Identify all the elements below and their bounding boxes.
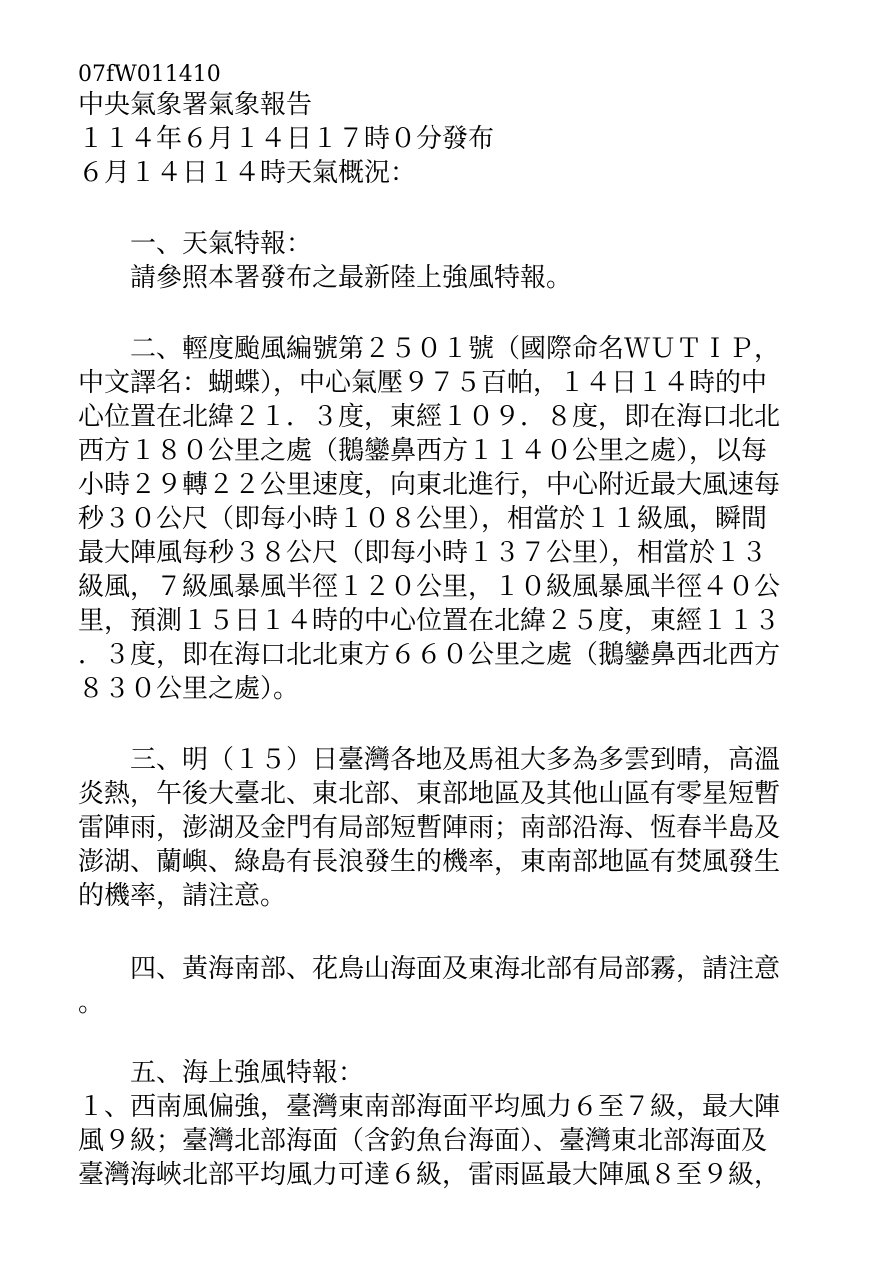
section-3-line: 三、明（１５）日臺灣各地及馬祖大多為多雲到晴，高溫 — [130, 745, 781, 775]
section-2-line: 心位置在北緯２１．３度，東經１０９．８度，即在海口北北 — [78, 402, 781, 432]
agency-title: 中央氣象署氣象報告 — [78, 90, 313, 120]
issued-time: １１４年６月１４日１７時０分發布 — [78, 124, 495, 154]
section-2-line: 中文譯名：蝴蝶），中心氣壓９７５百帕，１４日１４時的中 — [78, 368, 768, 398]
section-2-line: 二、輕度颱風編號第２５０１號（國際命名ＷＵＴＩＰ， — [130, 334, 781, 364]
section-3-line: 澎湖、蘭嶼、綠島有長浪發生的機率，東南部地區有焚風發生 — [78, 847, 781, 877]
report-code: 07fW011410 — [78, 62, 221, 87]
section-5-line: 風９級；臺灣北部海面（含釣魚台海面）、臺灣東北部海面及 — [78, 1126, 768, 1156]
overview-heading: ６月１４日１４時天氣概況： — [78, 158, 417, 188]
section-2-line: 級風，７級風暴風半徑１２０公里，１０級風暴風半徑４０公 — [78, 572, 781, 602]
section-1-heading: 一、天氣特報： — [130, 229, 313, 259]
section-2-line: ８３０公里之處）。 — [78, 674, 300, 704]
section-5-heading: 五、海上強風特報： — [130, 1058, 365, 1088]
section-2-line: 里，預測１５日１４時的中心位置在北緯２５度，東經１１３ — [78, 606, 781, 636]
section-1-text: 請參照本署發布之最新陸上強風特報。 — [130, 263, 573, 293]
section-5-line: 臺灣海峽北部平均風力可達６級，雷雨區最大陣風８至９級， — [78, 1160, 781, 1190]
section-2-line: ．３度，即在海口北北東方６６０公里之處（鵝鑾鼻西北西方 — [78, 640, 781, 670]
section-4-line: 。 — [78, 988, 105, 1018]
section-2-line: 秒３０公尺（即每小時１０８公里），相當於１１級風，瞬間 — [78, 504, 768, 534]
section-4-line: 四、黃海南部、花鳥山海面及東海北部有局部霧，請注意 — [130, 954, 781, 984]
section-2-line: 西方１８０公里之處（鵝鑾鼻西方１１４０公里之處），以每 — [78, 436, 768, 466]
section-2-line: 最大陣風每秒３８公尺（即每小時１３７公里），相當於１３ — [78, 538, 768, 568]
section-2-line: 小時２９轉２２公里速度，向東北進行，中心附近最大風速每 — [78, 470, 781, 500]
section-3-line: 炎熱，午後大臺北、東北部、東部地區及其他山區有零星短暫 — [78, 779, 781, 809]
section-3-line: 雷陣雨，澎湖及金門有局部短暫陣雨；南部沿海、恆春半島及 — [78, 813, 781, 843]
section-3-line: 的機率，請注意。 — [78, 881, 287, 911]
section-5-line: １、西南風偏強，臺灣東南部海面平均風力６至７級，最大陣 — [78, 1092, 781, 1122]
